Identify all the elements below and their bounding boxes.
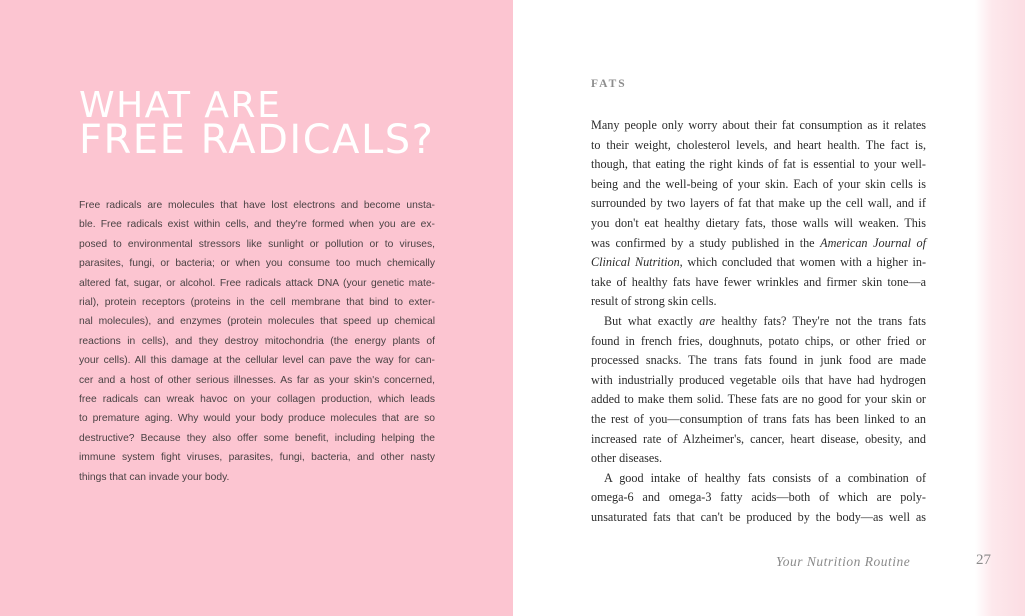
body-line: other diseases. [591,451,663,466]
page-heading [79,85,479,163]
body-line: being and the well-being of your skin. Each of your skin cells is [591,176,926,191]
body-line: reactions in cells), and they destroy mitochondria (the energy plants of [79,335,435,347]
body-line: immune system fight viruses, parasites, fungi, bacteria, and other nasty [79,452,435,464]
body-line: omega-6 and omega-3 fatty acids—both of which are poly- [591,490,926,505]
page-edge-shadow [975,0,1025,616]
body-line: parasites, fungi, or bacteria; or when you consume too much chemically [79,258,435,270]
body-line: posed to environmental stressors like sunlight or pollution or to viruses, [79,238,435,250]
body-line: nal molecules), and enzymes (protein molecules that speed up chemical [79,316,435,328]
body-line: surrounded by two layers of fat that make up the cell wall, and if [591,196,926,211]
body-line: destructive? Because they also offer some benefit, including helping the [79,432,435,444]
body-line: your cells). All this damage at the cellular level can pave the way for can- [79,355,435,367]
section-label: FATS [591,78,627,90]
body-line: added to make them solid. These fats are no good for your skin or [591,392,926,407]
text-run: But what exactly [604,313,700,328]
body-line: you don't eat healthy dietary fats, those walls will weaken. This [591,215,926,230]
free-radicals-paragraph [79,196,435,487]
body-line: processed snacks. The trans fats found in junk food are made [591,353,926,368]
body-line: Many people only worry about their fat consumption as it relates [591,118,926,132]
body-line [591,312,926,332]
body-line: the rest of you—consumption of trans fats has been linked to an [591,411,926,426]
body-line: A good intake of healthy fats consists of a combination of [604,470,926,485]
body-line: increased rate of Alzheimer's, cancer, heart disease, obesity, and [591,431,926,446]
body-line: altered fat, sugar, or alcohol. Free radicals attack DNA (your genetic mate- [79,277,435,289]
journal-title-italic: Clinical Nutrition [591,255,680,270]
body-line: Free radicals are molecules that have lost electrons and become unsta- [79,200,435,211]
fats-text [591,116,926,527]
page-number: 27 [976,552,991,568]
body-line: rial), protein receptors (proteins in the cell membrane that bind to exter- [79,297,435,309]
body-line: things that can invade your body. [79,471,230,483]
heading-line-1: WHAT ARE [79,85,282,126]
journal-title-italic: American Journal of [820,235,926,250]
emphasis-italic: are [699,313,716,328]
body-line: take of healthy fats have fewer wrinkles and firmer skin tone—a [591,274,926,289]
body-line: though, that eating the right kinds of fat is essential to your well- [591,157,926,172]
body-line: ble. Free radicals exist within cells, and they're formed when you are ex- [79,219,435,231]
body-line [591,253,926,273]
body-line: result of strong skin cells. [591,294,717,309]
heading-line-2: FREE RADICALS? [79,117,435,163]
running-footer-title: Your Nutrition Routine [776,554,911,569]
body-line: with industrially produced vegetable oils that have had hydrogen [591,372,926,387]
text-run: healthy fats? They're not the trans fats [715,313,926,328]
text-run: , which concluded that women with a higher in- [679,255,927,270]
body-line: cer and a host of other serious illnesses. As far as your skin's concerned, [79,374,435,386]
body-line: free radicals can wreak havoc on your collagen production, which leads [79,394,435,406]
body-line: to their weight, cholesterol levels, and heart health. The fact is, [591,137,926,152]
body-line [591,234,926,254]
body-line: to premature aging. Why would your body produce molecules that are so [79,413,435,425]
body-line: unsaturated fats that can't be produced by the body—as well as [591,509,926,524]
body-line: found in french fries, doughnuts, potato chips, or other fried or [591,333,926,348]
text-run: was confirmed by a study published in the [591,235,821,250]
